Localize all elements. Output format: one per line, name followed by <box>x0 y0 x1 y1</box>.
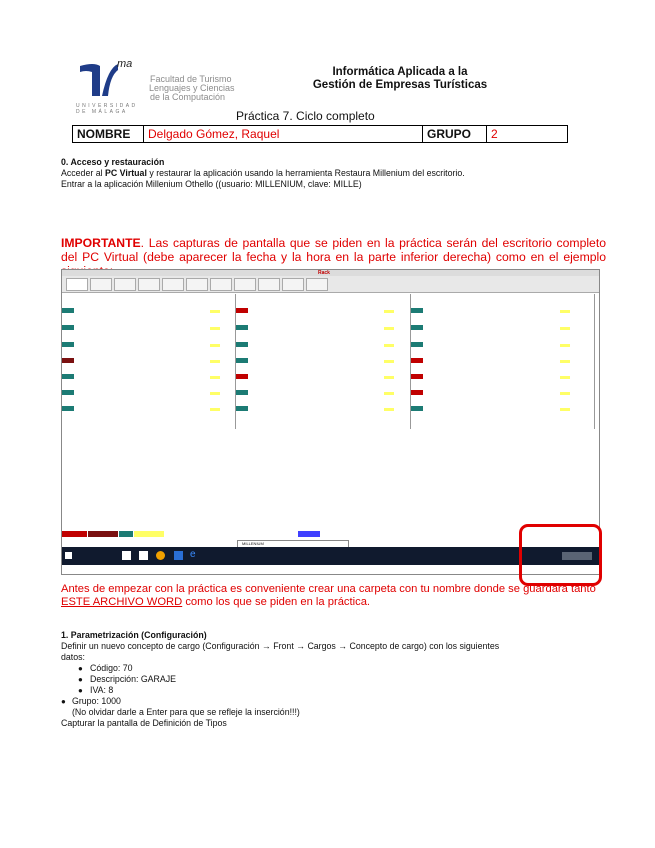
toolbar-icon-8[interactable] <box>234 278 256 291</box>
toolbar-icon-10[interactable] <box>282 278 304 291</box>
taskbar-app-icon[interactable] <box>174 551 183 560</box>
faculty-name: Facultad de Turismo Lenguajes y Ciencias de la Computación <box>149 74 235 102</box>
name-label: NOMBRE <box>73 126 144 143</box>
start-icon[interactable] <box>65 552 72 559</box>
practice-title: Práctica 7. Ciclo completo <box>236 109 375 123</box>
section0-line1: Acceder al PC Virtual y restaurar la aplicación usando la herramienta Restaura Millenium del escritorio. <box>61 168 465 178</box>
folder-note: Antes de empezar con la práctica es conveniente crear una carpeta con tu nombre donde se guardará tanto ESTE ARCHIVO WORD como los que se piden en la práctica. <box>61 583 596 608</box>
list-item: ● Grupo: 1000 <box>61 696 121 706</box>
name-value[interactable]: Delgado Gómez, Raquel <box>144 126 423 143</box>
course-title: Informática Aplicada a la Gestión de Empresas Turísticas <box>312 66 488 91</box>
group-value[interactable]: 2 <box>487 126 568 143</box>
toolbar-icon-1[interactable] <box>66 278 88 291</box>
important-note: IMPORTANTE. Las capturas de pantalla que se piden en la práctica serán del escritorio completo del PC Virtual (debe aparecer la fecha y la hora en la parte inferior derecha) como en el ejemplo <box>61 236 606 264</box>
taskbar-app-icon[interactable] <box>156 551 165 560</box>
enter-note: (No olvidar darle a Enter para que se refleje la inserción!!!) <box>72 707 300 717</box>
list-item: ● IVA: 8 <box>78 685 114 695</box>
toolbar-icon-9[interactable] <box>258 278 280 291</box>
window-label: Rack <box>318 270 330 276</box>
toolbar-icon-5[interactable] <box>162 278 184 291</box>
section0-heading: 0. Acceso y restauración <box>61 157 165 167</box>
section1-heading: 1. Parametrización (Configuración) <box>61 630 207 640</box>
section1-intro: Definir un nuevo concepto de cargo (Configuración → Front → Cargos → Concepto de cargo) con los siguientes datos: <box>61 641 500 662</box>
section0-line2: Entrar a la aplicación Millenium Othello ((usuario: MILLENIUM, clave: MILLE) <box>61 179 362 189</box>
university-name: UNIVERSIDAD DE MÁLAGA <box>76 103 138 115</box>
toolbar-icon-4[interactable] <box>138 278 160 291</box>
student-info-table <box>72 125 568 143</box>
taskbar-app-icon[interactable] <box>122 551 131 560</box>
toolbar-icon-6[interactable] <box>186 278 208 291</box>
group-label: GRUPO <box>423 126 487 143</box>
capture-instruction: Capturar la pantalla de Definición de Tipos <box>61 718 227 728</box>
toolbar-icon-2[interactable] <box>90 278 112 291</box>
browser-icon[interactable]: e <box>190 549 196 560</box>
toolbar-icon-7[interactable] <box>210 278 232 291</box>
clock-highlight-circle <box>519 524 602 586</box>
taskbar-app-icon[interactable] <box>139 551 148 560</box>
data-list <box>61 663 176 707</box>
app-toolbar <box>62 276 599 293</box>
list-item: ● Descripción: GARAJE <box>78 674 177 684</box>
toolbar-icon-3[interactable] <box>114 278 136 291</box>
list-item: ● Código: 70 <box>78 663 133 673</box>
taskbar-window[interactable]: MILLENIUM <box>237 540 349 549</box>
logo-text: ma <box>117 58 133 70</box>
toolbar-icon-11[interactable] <box>306 278 328 291</box>
